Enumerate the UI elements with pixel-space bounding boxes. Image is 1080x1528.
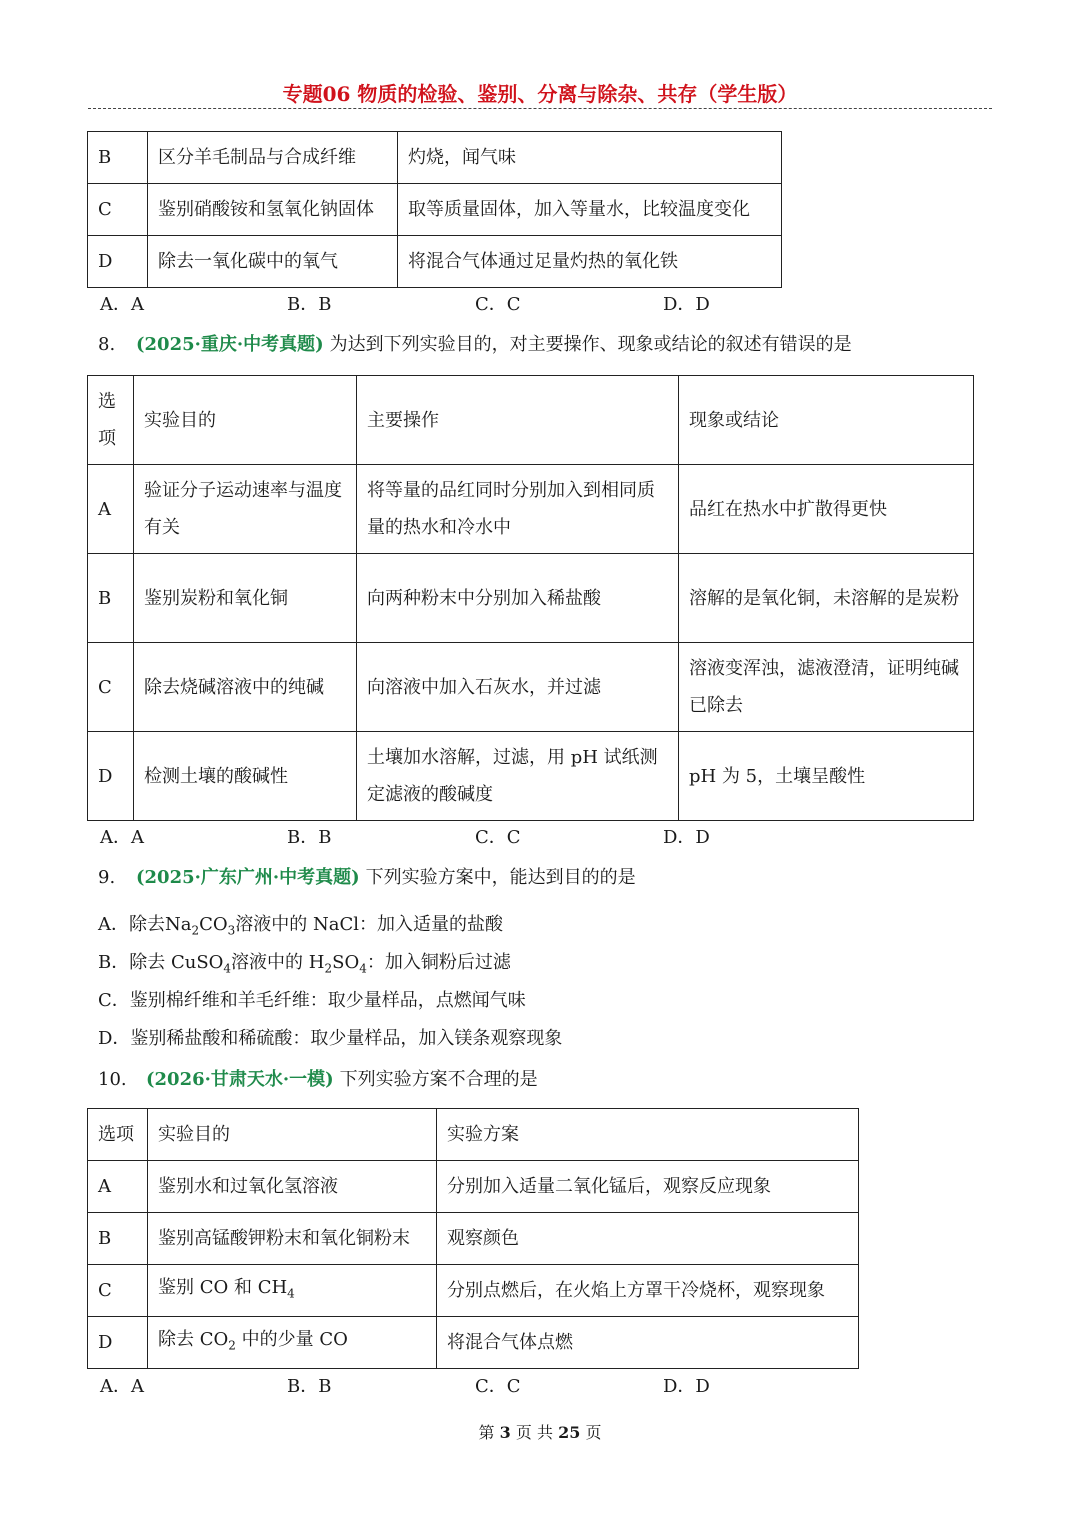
formula-text: Na [165, 914, 192, 935]
option-c[interactable]: C．C [475, 1376, 521, 1397]
formula-subscript: 4 [223, 961, 232, 976]
footer-text: 页 [585, 1423, 602, 1442]
table-cell: C [88, 184, 148, 236]
question-text: 下列实验方案不合理的是 [339, 1069, 538, 1090]
formula-subscript: 2 [228, 1338, 236, 1353]
table-cell: 将等量的品红同时分别加入到相同质量的热水和冷水中 [357, 465, 679, 554]
table-cell: C [88, 1265, 148, 1317]
choice-text: 溶液中的 H [231, 952, 325, 973]
formula-subscript: 4 [287, 1286, 295, 1301]
table-cell: 实验方案 [437, 1109, 859, 1161]
table-row [88, 732, 974, 821]
question-text: 为达到下列实验目的，对主要操作、现象或结论的叙述有错误的是 [329, 334, 852, 355]
cell-text: 中的少量 CO [235, 1328, 348, 1350]
table-cell: D [88, 236, 148, 288]
page-total: 25 [558, 1423, 581, 1442]
table-cell: 观察颜色 [437, 1213, 859, 1265]
table-cell: 品红在热水中扩散得更快 [679, 465, 974, 554]
choice-text: A．除去 [98, 914, 165, 935]
option-b[interactable]: B．B [287, 294, 332, 315]
table-row [88, 132, 782, 184]
table-cell: 土壤加水溶解，过滤，用 pH 试纸测定滤液的酸碱度 [357, 732, 679, 821]
table-q7 [87, 131, 782, 288]
table-cell: 主要操作 [357, 376, 679, 465]
table-cell [148, 1317, 437, 1369]
choice-b[interactable] [98, 948, 511, 976]
choice-c[interactable]: C．鉴别棉纤维和羊毛纤维：取少量样品，点燃闻气味 [98, 990, 526, 1011]
table-row [88, 236, 782, 288]
table-q10 [87, 1108, 859, 1369]
cell-text: 鉴别 CO 和 CH [158, 1276, 288, 1298]
formula-text: CO [199, 914, 228, 935]
table-cell: 现象或结论 [679, 376, 974, 465]
option-b[interactable]: B．B [287, 1376, 332, 1397]
question-number: 10. [98, 1069, 127, 1090]
table-cell: 取等质量固体，加入等量水，比较温度变化 [398, 184, 782, 236]
question-source: (2026·甘肃天水·一模) [146, 1069, 334, 1090]
table-cell: 实验目的 [134, 376, 357, 465]
table-cell: 分别点燃后，在火焰上方罩干冷烧杯，观察现象 [437, 1265, 859, 1317]
table-cell: 向两种粉末中分别加入稀盐酸 [357, 554, 679, 643]
formula-subscript: 4 [359, 961, 367, 976]
choice-d[interactable]: D．鉴别稀盐酸和稀硫酸：取少量样品，加入镁条观察现象 [98, 1028, 563, 1049]
option-a[interactable]: A．A [100, 1376, 144, 1397]
table-row [88, 1265, 859, 1317]
table-cell: 将混合气体点燃 [437, 1317, 859, 1369]
formula-subscript: 2 [324, 961, 333, 976]
table-cell: C [88, 643, 134, 732]
question-number: 9. [98, 867, 116, 888]
table-row [88, 184, 782, 236]
question-10 [98, 1065, 538, 1091]
option-d[interactable]: D．D [663, 294, 710, 315]
table-cell: 除去烧碱溶液中的纯碱 [134, 643, 357, 732]
table-cell: 溶液变浑浊，滤液澄清，证明纯碱已除去 [679, 643, 974, 732]
choice-a[interactable] [98, 910, 503, 938]
option-d[interactable]: D．D [663, 827, 710, 848]
table-row [88, 1109, 859, 1161]
table-cell: 选项 [88, 376, 134, 465]
option-b[interactable]: B．B [287, 827, 332, 848]
question-number: 8. [98, 334, 116, 355]
choice-text: ：加入铜粉后过滤 [366, 952, 511, 973]
table-row [88, 1213, 859, 1265]
table-cell: 检测土壤的酸碱性 [134, 732, 357, 821]
table-cell: 除去一氧化碳中的氧气 [148, 236, 398, 288]
table-cell: pH 为 5，土壤呈酸性 [679, 732, 974, 821]
question-source: (2025·重庆·中考真题) [136, 334, 324, 355]
option-a[interactable]: A．A [100, 827, 144, 848]
option-a[interactable]: A．A [100, 294, 144, 315]
table-cell: A [88, 1161, 148, 1213]
formula-subscript: 3 [227, 923, 236, 938]
table-cell: 鉴别高锰酸钾粉末和氧化铜粉末 [148, 1213, 437, 1265]
table-cell: B [88, 554, 134, 643]
option-d[interactable]: D．D [663, 1376, 710, 1397]
table-cell: D [88, 732, 134, 821]
question-source: (2025·广东广州·中考真题) [136, 867, 360, 888]
table-q8 [87, 375, 974, 821]
footer-text: 页 共 [515, 1423, 553, 1442]
table-cell: D [88, 1317, 148, 1369]
table-cell: 区分羊毛制品与合成纤维 [148, 132, 398, 184]
table-cell: 鉴别水和过氧化氢溶液 [148, 1161, 437, 1213]
table-row [88, 376, 974, 465]
table-cell [148, 1265, 437, 1317]
table-cell: 验证分子运动速率与温度有关 [134, 465, 357, 554]
table-row [88, 643, 974, 732]
option-c[interactable]: C．C [475, 827, 521, 848]
table-cell: A [88, 465, 134, 554]
table-cell: 灼烧，闻气味 [398, 132, 782, 184]
formula-text: SO [332, 952, 360, 973]
table-cell: 选项 [88, 1109, 148, 1161]
choice-text: B．除去 CuSO [98, 952, 224, 973]
page-footer [0, 1420, 1080, 1443]
table-cell: 实验目的 [148, 1109, 437, 1161]
table-cell: 溶解的是氧化铜，未溶解的是炭粉 [679, 554, 974, 643]
header-divider [88, 108, 992, 109]
table-cell: 鉴别炭粉和氧化铜 [134, 554, 357, 643]
page-number: 3 [499, 1423, 511, 1442]
page-header-title: 专题06 物质的检验、鉴别、分离与除杂、共存（学生版） [282, 82, 798, 106]
cell-text: 除去 CO [158, 1328, 229, 1350]
question-9 [98, 863, 636, 889]
question-text: 下列实验方案中，能达到目的的是 [365, 867, 636, 888]
table-row [88, 1161, 859, 1213]
table-row [88, 465, 974, 554]
table-row [88, 1317, 859, 1369]
table-cell: 向溶液中加入石灰水，并过滤 [357, 643, 679, 732]
table-cell: B [88, 132, 148, 184]
option-c[interactable]: C．C [475, 294, 521, 315]
table-cell: 分别加入适量二氧化锰后，观察反应现象 [437, 1161, 859, 1213]
table-row [88, 554, 974, 643]
table-cell: 将混合气体通过足量灼热的氧化铁 [398, 236, 782, 288]
table-cell: B [88, 1213, 148, 1265]
question-8 [98, 330, 852, 356]
formula-subscript: 2 [191, 923, 200, 938]
table-cell: 鉴别硝酸铵和氢氧化钠固体 [148, 184, 398, 236]
footer-text: 第 [478, 1423, 495, 1442]
choice-text: 溶液中的 NaCl：加入适量的盐酸 [235, 914, 504, 935]
